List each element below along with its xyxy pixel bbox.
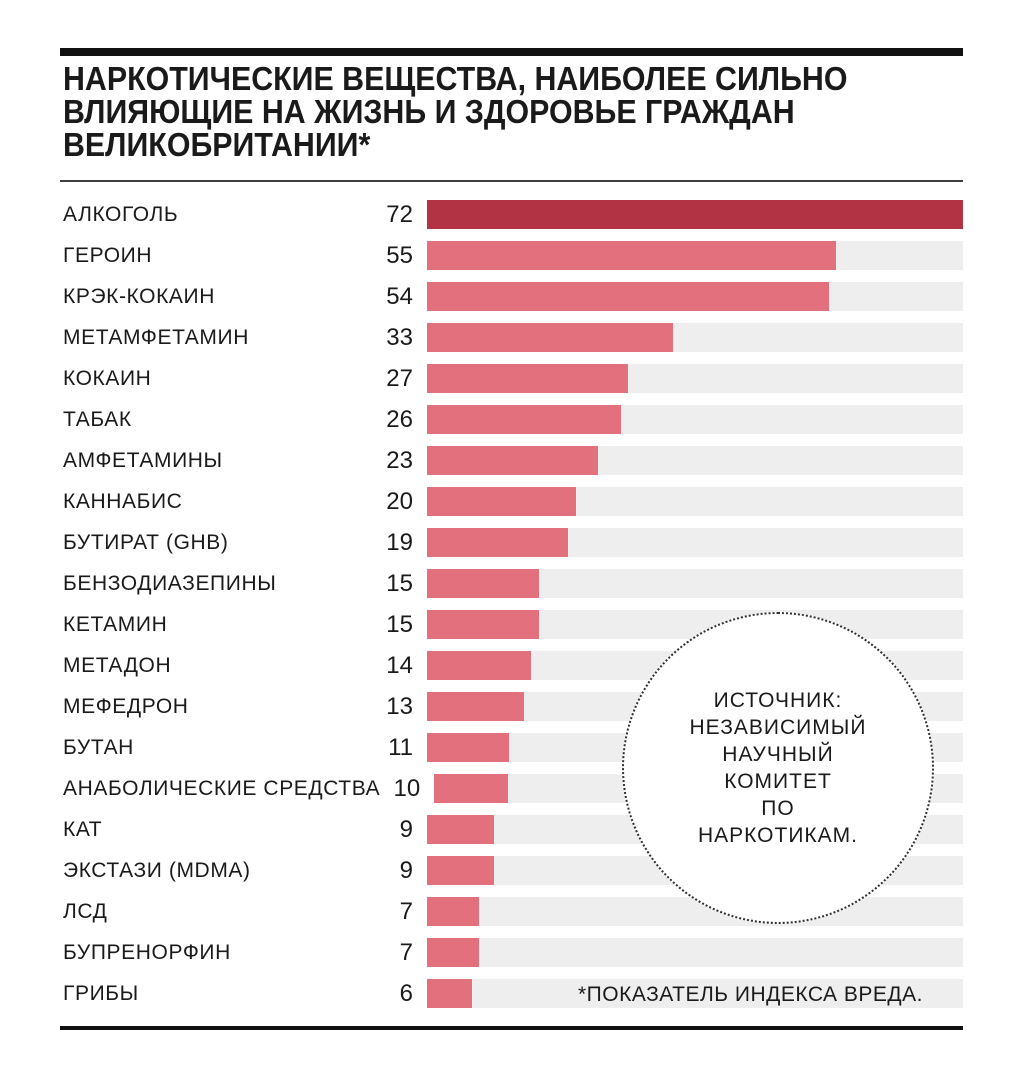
bar-fill bbox=[427, 200, 963, 229]
bar-value: 9 bbox=[399, 856, 413, 884]
bar-label: БУТАН bbox=[63, 735, 134, 759]
bar-label: ЭКСТАЗИ (MDMA) bbox=[63, 858, 251, 882]
bar-fill bbox=[427, 938, 479, 967]
title-divider bbox=[60, 180, 963, 182]
bar-track bbox=[427, 405, 963, 434]
bar-fill bbox=[427, 405, 621, 434]
bar-value: 33 bbox=[386, 323, 413, 351]
chart-row bbox=[60, 569, 963, 598]
bar-track bbox=[427, 364, 963, 393]
chart-title-line-3: ВЕЛИКОБРИТАНИИ* bbox=[63, 126, 371, 163]
source-line-1: ИСТОЧНИК: bbox=[713, 689, 843, 712]
bar-fill bbox=[434, 774, 507, 803]
bar-track bbox=[427, 528, 963, 557]
bar-value: 6 bbox=[399, 979, 413, 1007]
chart-row bbox=[60, 200, 963, 229]
bar-value: 27 bbox=[386, 364, 413, 392]
bar-fill bbox=[427, 364, 628, 393]
bar-value: 20 bbox=[386, 487, 413, 515]
bar-fill bbox=[427, 569, 539, 598]
bar-label: БУТИРАТ (GHB) bbox=[63, 530, 229, 554]
bar-label: БЕНЗОДИАЗЕПИНЫ bbox=[63, 571, 277, 595]
chart-row bbox=[60, 282, 963, 311]
bar-value: 10 bbox=[393, 774, 421, 802]
bar-label: ГРИБЫ bbox=[63, 981, 139, 1005]
chart-row bbox=[60, 241, 963, 270]
bar-value: 26 bbox=[386, 405, 413, 433]
bar-track bbox=[427, 282, 963, 311]
bar-fill bbox=[427, 528, 568, 557]
bar-label: ГЕРОИН bbox=[63, 243, 153, 267]
source-line-6: НАРКОТИКАМ. bbox=[698, 824, 858, 847]
bar-track bbox=[427, 323, 963, 352]
bar-track bbox=[427, 897, 963, 926]
chart-row bbox=[60, 364, 963, 393]
chart-title-line-2: ВЛИЯЮЩИЕ НА ЖИЗНЬ И ЗДОРОВЬЕ ГРАЖДАН bbox=[63, 93, 795, 130]
bar-fill bbox=[427, 487, 576, 516]
bar-fill bbox=[427, 241, 836, 270]
bar-value: 23 bbox=[386, 446, 413, 474]
bar-value: 11 bbox=[388, 733, 413, 761]
bar-fill bbox=[427, 733, 509, 762]
bottom-rule bbox=[60, 1026, 963, 1030]
bar-track bbox=[427, 241, 963, 270]
bar-fill bbox=[427, 610, 539, 639]
bar-fill bbox=[427, 446, 598, 475]
chart-title bbox=[63, 62, 965, 161]
chart-row bbox=[60, 405, 963, 434]
bar-track bbox=[427, 938, 963, 967]
bar-fill bbox=[427, 651, 531, 680]
bar-fill bbox=[427, 815, 494, 844]
bar-fill bbox=[427, 856, 494, 885]
bar-value: 9 bbox=[399, 815, 413, 843]
bar-fill bbox=[427, 692, 524, 721]
bar-value: 13 bbox=[386, 692, 413, 720]
bar-label: ТАБАК bbox=[63, 407, 132, 431]
source-annotation bbox=[622, 612, 934, 924]
bar-value: 7 bbox=[399, 897, 413, 925]
chart-row bbox=[60, 446, 963, 475]
bar-label: ЛСД bbox=[63, 899, 108, 923]
bar-value: 7 bbox=[399, 938, 413, 966]
chart-row bbox=[60, 528, 963, 557]
chart-row bbox=[60, 323, 963, 352]
bar-label: КРЭК-КОКАИН bbox=[63, 284, 215, 308]
bar-track bbox=[427, 446, 963, 475]
top-rule bbox=[60, 48, 963, 56]
chart-row bbox=[60, 938, 963, 967]
bar-value: 55 bbox=[386, 241, 413, 269]
bar-label: АНАБОЛИЧЕСКИЕ СРЕДСТВА bbox=[63, 776, 381, 800]
source-line-4: КОМИТЕТ bbox=[724, 770, 832, 793]
bar-track bbox=[427, 569, 963, 598]
source-line-2: НЕЗАВИСИМЫЙ bbox=[689, 716, 867, 739]
bar-label: КАННАБИС bbox=[63, 489, 183, 513]
bar-label: БУПРЕНОРФИН bbox=[63, 940, 231, 964]
bar-track bbox=[427, 487, 963, 516]
bar-value: 54 bbox=[386, 282, 413, 310]
bar-value: 15 bbox=[386, 610, 413, 638]
bar-value: 72 bbox=[386, 200, 413, 228]
bar-label: МЕТАДОН bbox=[63, 653, 172, 677]
footnote: *ПОКАЗАТЕЛЬ ИНДЕКСА ВРЕДА. bbox=[577, 983, 923, 1006]
bar-value: 14 bbox=[386, 651, 413, 679]
bar-fill bbox=[427, 323, 673, 352]
bar-value: 15 bbox=[386, 569, 413, 597]
source-line-3: НАУЧНЫЙ bbox=[722, 743, 834, 766]
bar-label: АМФЕТАМИНЫ bbox=[63, 448, 223, 472]
bar-track bbox=[427, 200, 963, 229]
bar-label: МЕФЕДРОН bbox=[63, 694, 189, 718]
bar-label: КАТ bbox=[63, 817, 103, 841]
bar-fill bbox=[427, 282, 829, 311]
bar-label: АЛКОГОЛЬ bbox=[63, 202, 179, 226]
bar-value: 19 bbox=[386, 528, 413, 556]
bar-fill bbox=[427, 979, 472, 1008]
bar-label: МЕТАМФЕТАМИН bbox=[63, 325, 249, 349]
chart-row bbox=[60, 487, 963, 516]
source-line-5: ПО bbox=[761, 797, 795, 820]
bar-fill bbox=[427, 897, 479, 926]
bar-label: КОКАИН bbox=[63, 366, 152, 390]
chart-title-line-1: НАРКОТИЧЕСКИЕ ВЕЩЕСТВА, НАИБОЛЕЕ СИЛЬНО bbox=[63, 60, 848, 97]
bar-label: КЕТАМИН bbox=[63, 612, 168, 636]
